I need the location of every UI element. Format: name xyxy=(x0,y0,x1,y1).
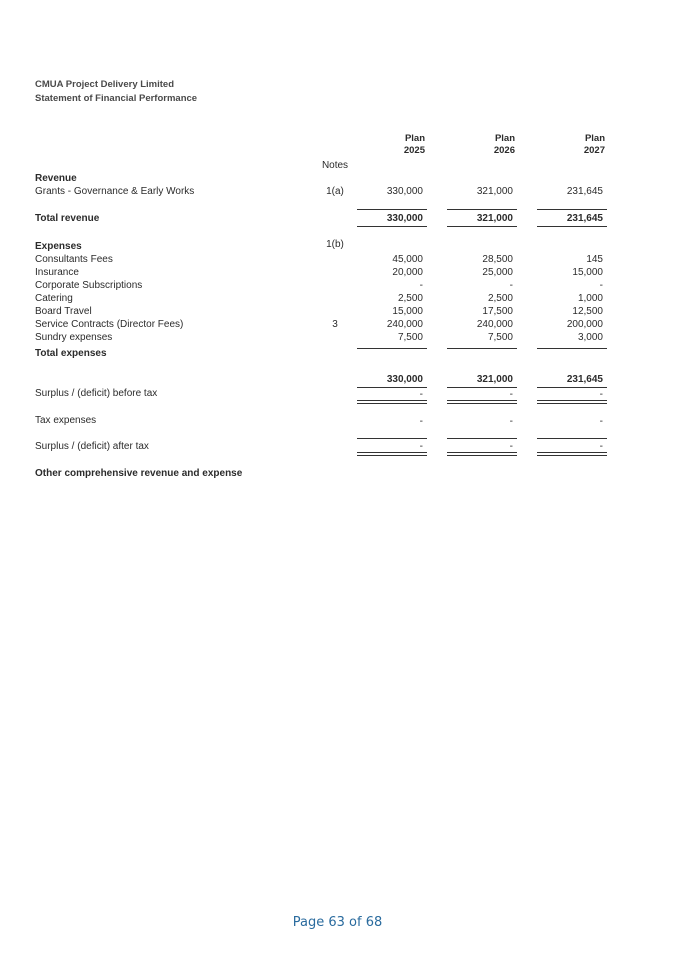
expense-value: 2,500 xyxy=(487,293,513,304)
expense-value: - xyxy=(509,280,513,291)
total-revenue-rule-top-2026 xyxy=(447,209,517,210)
expense-value: 240,000 xyxy=(386,319,423,330)
surplus-after-tax-label: Surplus / (deficit) after tax xyxy=(35,441,149,452)
total-expenses-2025: 330,000 xyxy=(386,374,423,385)
total-expenses-rule-2025 xyxy=(357,387,427,388)
total-revenue-2025: 330,000 xyxy=(386,213,423,224)
surplus-before-tax-2027: - xyxy=(599,389,603,400)
surplus-after-tax-2025: - xyxy=(419,441,423,452)
revenue-heading: Revenue xyxy=(35,173,77,184)
surplus-after-tax-rule-top-2026 xyxy=(447,438,517,439)
surplus-after-tax-rule-top-2025 xyxy=(357,438,427,439)
grants-value-2025: 330,000 xyxy=(386,186,423,197)
expense-value: 15,000 xyxy=(392,306,423,317)
expense-value: 17,500 xyxy=(482,306,513,317)
surplus-before-tax-rule1-2026 xyxy=(447,400,517,401)
expense-value: 7,500 xyxy=(487,332,513,343)
expense-label: Consultants Fees xyxy=(35,254,113,265)
surplus-after-tax-rule1-2025 xyxy=(357,452,427,453)
total-revenue-rule-top-2027 xyxy=(537,209,607,210)
grants-value-2026: 321,000 xyxy=(476,186,513,197)
col-plan-2025-label: Plan xyxy=(404,133,425,144)
surplus-after-tax-rule2-2026 xyxy=(447,455,517,456)
surplus-before-tax-2025: - xyxy=(419,389,423,400)
expense-value: 28,500 xyxy=(482,254,513,265)
surplus-after-tax-rule2-2025 xyxy=(357,455,427,456)
expense-value: 7,500 xyxy=(397,332,423,343)
expense-value: 12,500 xyxy=(572,306,603,317)
expense-value: 200,000 xyxy=(566,319,603,330)
expense-value: 240,000 xyxy=(476,319,513,330)
tax-expenses-2025: - xyxy=(419,416,423,427)
expense-label: Sundry expenses xyxy=(35,332,113,343)
total-expenses-rule-2027 xyxy=(537,387,607,388)
expense-value: 45,000 xyxy=(392,254,423,265)
tax-expenses-2027: - xyxy=(599,416,603,427)
col-year-2026: 2026 xyxy=(493,145,515,156)
expenses-heading: Expenses xyxy=(35,241,82,252)
expense-label: Insurance xyxy=(35,267,79,278)
expense-value: 2,500 xyxy=(397,293,423,304)
statement-title: Statement of Financial Performance xyxy=(35,93,198,104)
total-expenses-rule-2026 xyxy=(447,387,517,388)
total-expenses-2027: 231,645 xyxy=(566,374,603,385)
total-revenue-rule-bottom-2027 xyxy=(537,226,607,227)
sundry-rule-2025 xyxy=(357,348,427,349)
expense-label: Service Contracts (Director Fees) xyxy=(35,319,184,330)
expense-label: Catering xyxy=(35,293,73,304)
expense-label: Board Travel xyxy=(35,306,92,317)
total-revenue-rule-bottom-2025 xyxy=(357,226,427,227)
expense-value: - xyxy=(599,280,603,291)
col-year-2027: 2027 xyxy=(583,145,605,156)
total-expenses-2026: 321,000 xyxy=(476,374,513,385)
other-comprehensive-label: Other comprehensive revenue and expense xyxy=(35,468,243,479)
surplus-after-tax-rule1-2026 xyxy=(447,452,517,453)
total-revenue-2027: 231,645 xyxy=(566,213,603,224)
expense-value: 1,000 xyxy=(577,293,603,304)
surplus-after-tax-2026: - xyxy=(509,441,513,452)
expense-label: Corporate Subscriptions xyxy=(35,280,143,291)
sundry-rule-2026 xyxy=(447,348,517,349)
surplus-after-tax-2027: - xyxy=(599,441,603,452)
grants-value-2027: 231,645 xyxy=(566,186,603,197)
expense-value: 145 xyxy=(586,254,603,265)
surplus-before-tax-rule1-2025 xyxy=(357,400,427,401)
surplus-before-tax-2026: - xyxy=(509,389,513,400)
surplus-after-tax-rule1-2027 xyxy=(537,452,607,453)
surplus-before-tax-label: Surplus / (deficit) before tax xyxy=(35,388,158,399)
surplus-before-tax-rule1-2027 xyxy=(537,400,607,401)
total-expenses-label: Total expenses xyxy=(35,348,107,359)
surplus-before-tax-rule2-2026 xyxy=(447,403,517,404)
tax-expenses-label: Tax expenses xyxy=(35,415,97,426)
col-plan-2026-label: Plan xyxy=(494,133,515,144)
surplus-before-tax-rule2-2025 xyxy=(357,403,427,404)
col-notes-label: Notes xyxy=(321,160,349,171)
expense-value: 20,000 xyxy=(392,267,423,278)
expense-note: 3 xyxy=(332,319,338,330)
surplus-after-tax-rule-top-2027 xyxy=(537,438,607,439)
total-revenue-rule-bottom-2026 xyxy=(447,226,517,227)
total-revenue-2026: 321,000 xyxy=(476,213,513,224)
surplus-before-tax-rule2-2027 xyxy=(537,403,607,404)
surplus-after-tax-rule2-2027 xyxy=(537,455,607,456)
page-number: Page 63 of 68 xyxy=(292,915,383,930)
total-revenue-label: Total revenue xyxy=(35,213,100,224)
expenses-note: 1(b) xyxy=(326,239,344,250)
expense-value: 25,000 xyxy=(482,267,513,278)
expense-value: 15,000 xyxy=(572,267,603,278)
col-year-2025: 2025 xyxy=(403,145,425,156)
company-name: CMUA Project Delivery Limited xyxy=(35,79,175,90)
grants-note: 1(a) xyxy=(326,186,344,197)
grants-label: Grants - Governance & Early Works xyxy=(35,186,195,197)
expense-value: 3,000 xyxy=(577,332,603,343)
tax-expenses-2026: - xyxy=(509,416,513,427)
total-revenue-rule-top-2025 xyxy=(357,209,427,210)
sundry-rule-2027 xyxy=(537,348,607,349)
expense-value: - xyxy=(419,280,423,291)
col-plan-2027-label: Plan xyxy=(584,133,605,144)
